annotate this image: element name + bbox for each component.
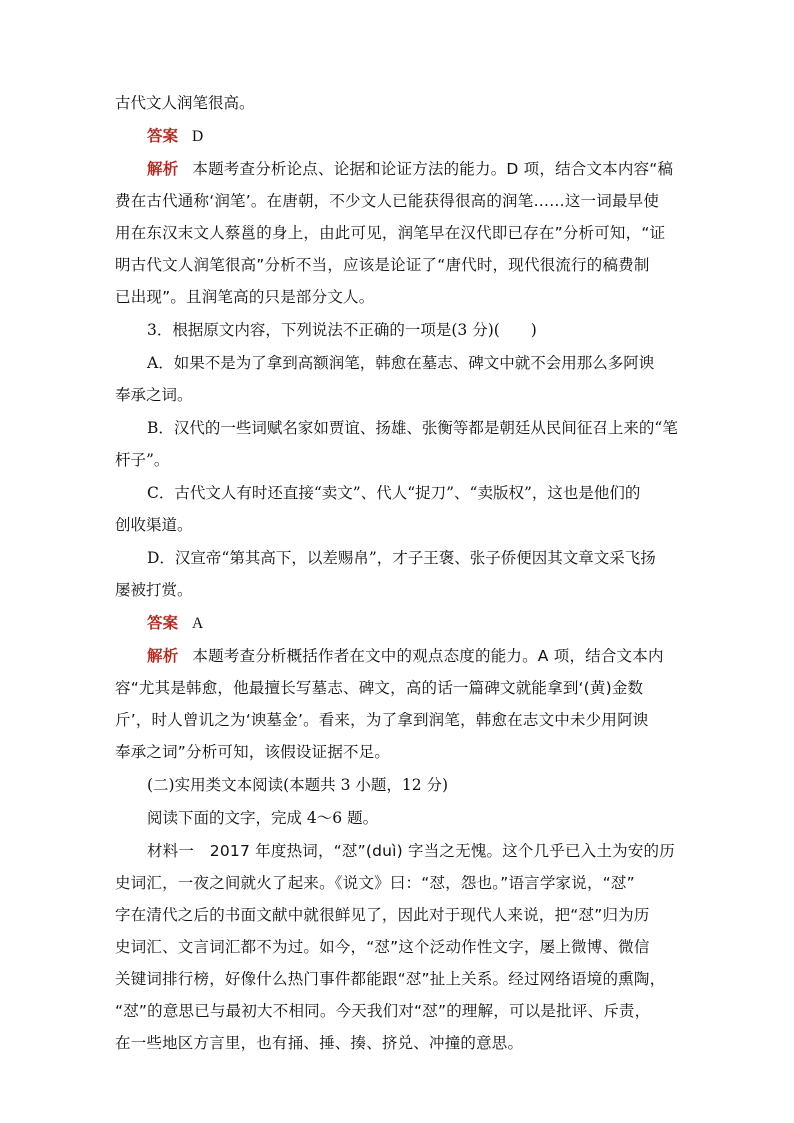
- material-line: 关键词排行榜，好像什么热门事件都能跟“怼”扯上关系。经过网络语境的熏陶，: [115, 970, 666, 988]
- q3-option-b: [115, 416, 679, 472]
- q2-answer: [115, 124, 679, 148]
- section-instruction-text: 阅读下面的文字，完成 4～6 题。: [147, 809, 379, 827]
- question-stem: 3．根据原文内容，下列说法不正确的一项是(3 分)( ): [147, 321, 537, 339]
- option-line: 屡被打赏。: [115, 581, 193, 599]
- material-line: “怼”的意思已与最初大不相同。今天我们对“怼”的理解，可以是批评、斥责，: [115, 1002, 651, 1020]
- q2-analysis: [115, 157, 679, 309]
- analysis-line: 容“尤其是韩愈，他最擅长写墓志、碑文，高的话一篇碑文就能拿到‘(黄)金数: [115, 679, 644, 697]
- q3-option-d: [115, 546, 679, 602]
- option-line: A．如果不是为了拿到高额润笔，韩愈在墓志、碑文中就不会用那么多阿谀: [147, 354, 655, 372]
- analysis-line: 用在东汉末文人蔡邕的身上，由此可见，润笔早在汉代即已存在”分析可知，“证: [115, 224, 666, 242]
- q3-answer: [115, 611, 679, 635]
- material-line: 史词汇，一夜之间就火了起来。《说文》曰：“怼，怨也。”语言学家说，“怼”: [115, 874, 635, 892]
- q2-tail-paragraph: [115, 91, 679, 115]
- option-line: C．古代文人有时还直接“卖文”、代人“捉刀”、“卖版权”，这也是他们的: [147, 484, 641, 502]
- material-line: 在一些地区方言里，也有捅、捶、揍、挤兑、冲撞的意思。: [115, 1034, 524, 1052]
- q3-analysis: [115, 644, 679, 764]
- analysis-line: 明古代文人润笔很高”分析不当，应该是论证了“唐代时，现代很流行的稿费制: [115, 256, 650, 274]
- q2-tail-text: 古代文人润笔很高。: [115, 94, 255, 112]
- analysis-label: 解析: [147, 160, 179, 178]
- analysis-line: 费在古代通称‘润笔’。在唐朝，不少文人已能获得很高的润笔……这一词最早使: [115, 192, 660, 210]
- material-1: [115, 839, 679, 1055]
- material-line: 史词汇、文言词汇都不为过。如今，“怼”这个泛动作性文字，屡上微博、微信: [115, 938, 650, 956]
- answer-value: D: [192, 128, 204, 145]
- material-line: 材料一 2017 年度热词，“怼”(duì) 字当之无愧。这个几乎已入土为安的历: [147, 842, 675, 860]
- q3-option-a: [115, 351, 679, 407]
- q3-option-c: [115, 481, 679, 537]
- analysis-line: 本题考查分析概括作者在文中的观点态度的能力。A 项，结合文本内: [192, 647, 664, 665]
- analysis-label: 解析: [147, 647, 179, 665]
- q3-stem: [115, 318, 679, 342]
- option-line: 杆子”。: [115, 451, 170, 469]
- answer-value: A: [192, 615, 204, 632]
- analysis-line: 已出现”。且润笔高的只是部分文人。: [115, 288, 375, 306]
- option-line: 创收渠道。: [115, 516, 193, 534]
- analysis-line: 奉承之词”分析可知，该假设证据不足。: [115, 743, 391, 761]
- analysis-line: 斤’，时人曾讥之为‘谀墓金’。看来，为了拿到润笔，韩愈在志文中未少用阿谀: [115, 711, 649, 729]
- section-heading: [115, 773, 679, 797]
- analysis-line: 本题考查分析论点、论据和论证方法的能力。D 项，结合文本内容“稿: [192, 160, 674, 178]
- option-line: B．汉代的一些词赋名家如贾谊、扬雄、张衡等都是朝廷从民间征召上来的“笔: [147, 419, 678, 437]
- answer-label: 答案: [147, 126, 179, 145]
- answer-label: 答案: [147, 613, 179, 632]
- option-line: 奉承之词。: [115, 386, 193, 404]
- section-instruction: [115, 806, 679, 830]
- material-line: 字在清代之后的书面文献中就很鲜见了，因此对于现代人来说，把“怼”归为历: [115, 906, 650, 924]
- section-heading-text: (二)实用类文本阅读(本题共 3 小题，12 分): [147, 776, 449, 794]
- option-line: D．汉宣帝“第其高下，以差赐帛”，才子王褒、张子侨便因其文章文采飞扬: [147, 549, 656, 567]
